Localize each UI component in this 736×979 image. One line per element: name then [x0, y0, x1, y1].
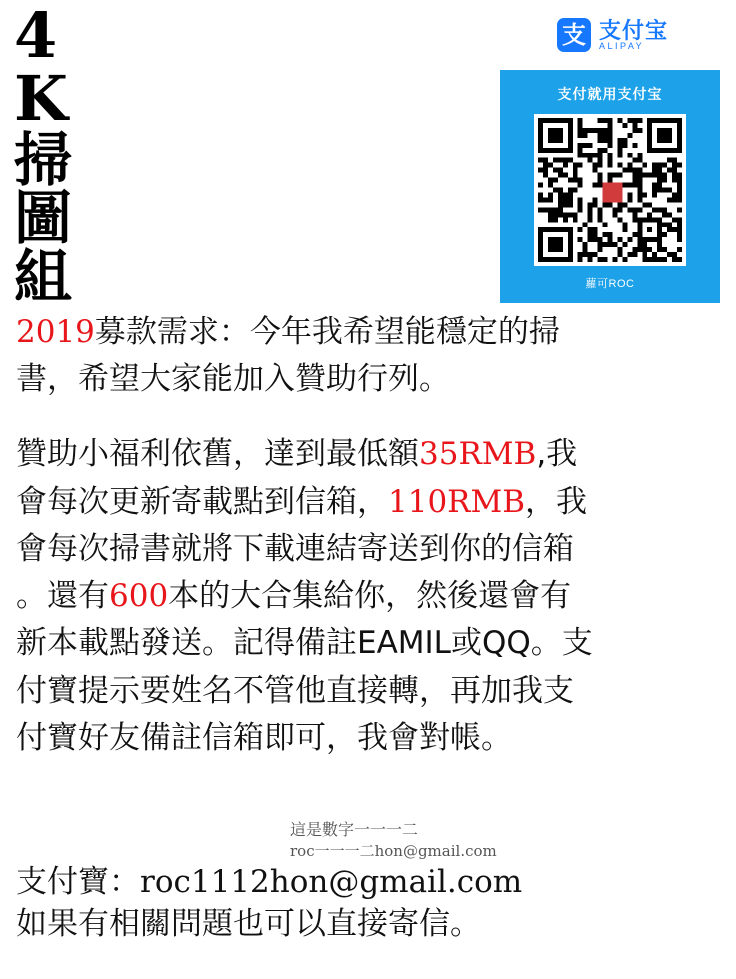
paragraph-p1: [16, 312, 722, 353]
alipay-mark-glyph: 支: [561, 21, 586, 49]
qr-card: [500, 70, 720, 303]
paragraph-p8-text: 付寶好友備註信箱即可，我會對帳。: [16, 719, 512, 756]
qr-code-image: [534, 114, 686, 266]
paragraph-p4-text: 會每次掃書就將下載連結寄送到你的信箱: [16, 530, 574, 567]
paragraph-p6-text: 新本載點發送。記得備註EAMIL或QQ。支: [16, 625, 593, 662]
qr-card-caption: 蘿可ROC: [585, 278, 635, 290]
vertical-title-char-4: 圖: [14, 184, 73, 253]
paragraph-p5: [16, 576, 722, 617]
paragraph-p5-text-a: 。還有: [16, 578, 109, 615]
paragraph-p7: [16, 671, 722, 712]
paragraph-gap: [16, 406, 722, 428]
paragraph-p1b: [16, 359, 722, 400]
qr-card-title: 支付就用支付宝: [557, 86, 663, 102]
paragraph-p2-text-a: 贊助小福利依舊，達到最低額: [16, 436, 419, 473]
alipay-account-line: [16, 862, 722, 904]
paragraph-p3-text-a: 會每次更新寄載點到信箱，: [16, 483, 388, 520]
amount-book-count: 600: [109, 578, 169, 615]
paragraph-p5-text-b: 本的大合集給你，然後還會有: [168, 578, 572, 615]
email-annotation: [290, 818, 590, 863]
alipay-logo: [557, 18, 668, 52]
paragraph-p3: [16, 482, 722, 523]
paragraph-p4: [16, 529, 722, 570]
alipay-name-en: ALIPAY: [598, 40, 645, 51]
poster-body: [16, 312, 722, 765]
alipay-name-cn: 支付宝: [598, 17, 668, 43]
paragraph-p6: [16, 623, 722, 664]
amount-tier-two: 110RMB: [388, 483, 526, 520]
vertical-title-char-2: K: [14, 61, 68, 135]
alipay-wordmark: [599, 19, 668, 52]
paragraph-p2: [16, 434, 722, 475]
paragraph-p3-text-b: ，我: [525, 483, 588, 520]
alipay-account-value: roc1112hon@gmail.com: [140, 864, 523, 900]
vertical-title: [14, 0, 100, 312]
alipay-account-label: 支付寶：: [16, 864, 140, 900]
paragraph-p8: [16, 718, 722, 759]
paragraph-p1-text: 募款需求：今年我希望能穩定的掃: [94, 314, 560, 350]
paragraph-p2-text-b: ,我: [536, 436, 578, 473]
amount-min: 35RMB: [419, 436, 537, 473]
vertical-title-char-5: 組: [14, 243, 73, 312]
vertical-title-char-3: 掃: [14, 125, 73, 194]
qr-code-canvas: [538, 118, 682, 262]
email-annotation-line1: 這是數字一一一二: [290, 820, 419, 839]
paragraph-p7-text: 付寶提示要姓名不管他直接轉，再加我支: [16, 672, 574, 709]
alipay-mark-icon: [557, 18, 591, 52]
poster-footer: [16, 862, 722, 946]
poster-header: [0, 0, 736, 312]
email-annotation-line2: roc一一一二hon@gmail.com: [290, 842, 497, 861]
amount-year: 2019: [16, 314, 95, 350]
paragraph-p1b-text: 書，希望大家能加入贊助行列。: [16, 361, 450, 398]
footer-note: 如果有相關問題也可以直接寄信。: [16, 905, 481, 942]
vertical-title-char-1: 4: [14, 0, 58, 72]
